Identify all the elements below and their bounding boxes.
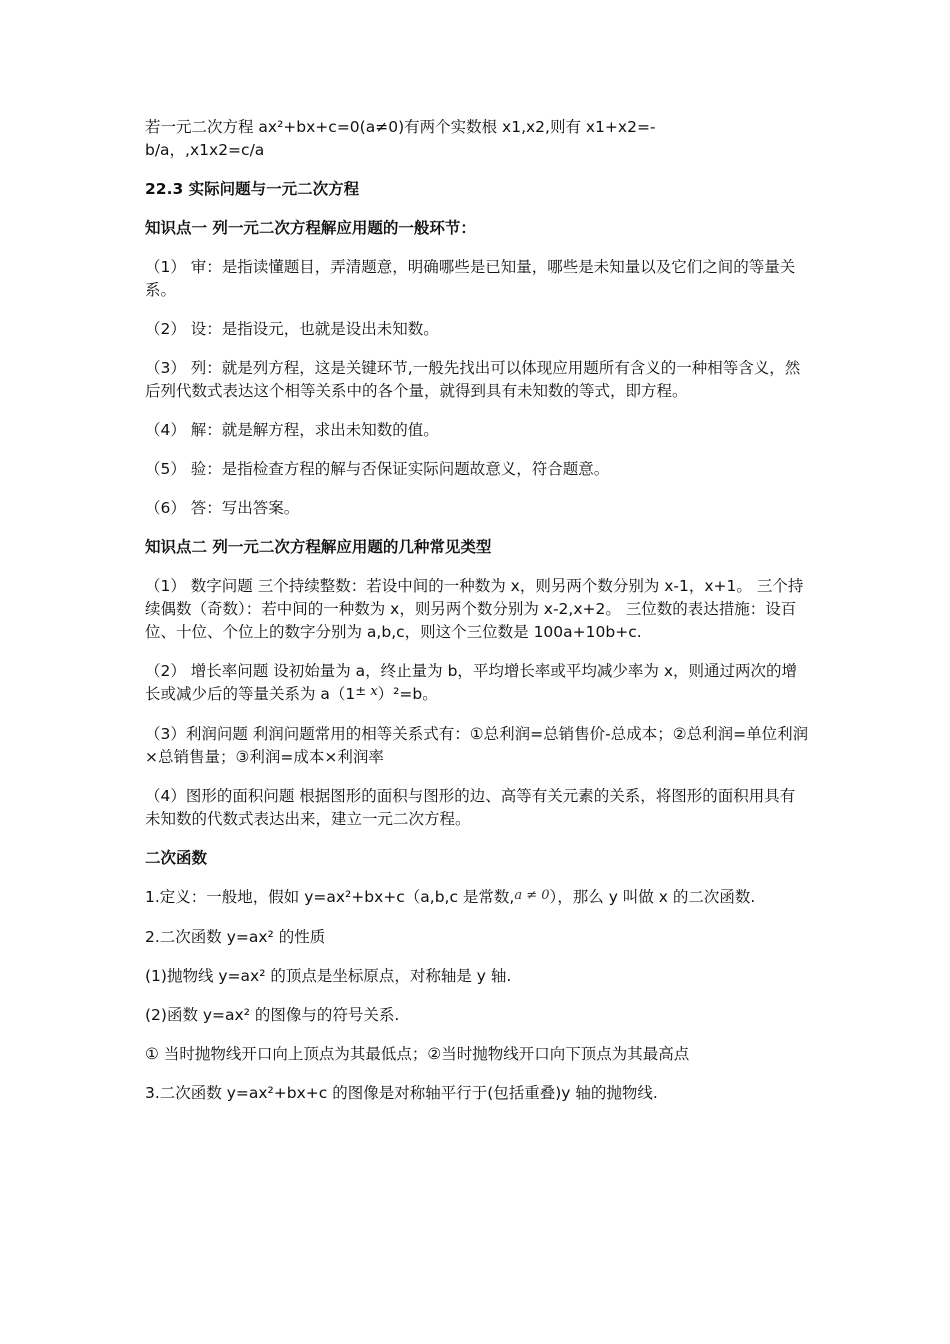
vieta-line-2: b/a，,x1x2=c/a: [145, 141, 265, 159]
vieta-paragraph: [145, 116, 810, 162]
step-answer: （6） 答：写出答案。: [145, 499, 300, 517]
item-3: 3.二次函数 y=ax²+bx+c 的图像是对称轴平行于(包括重叠)y 轴的抛物线.: [145, 1084, 658, 1102]
section-title: 22.3 实际问题与一元二次方程: [145, 180, 360, 198]
step-set: （2） 设：是指设元，也就是设出未知数。: [145, 320, 439, 338]
property-3: ① 当时抛物线开口向上顶点为其最低点；②当时抛物线开口向下顶点为其最高点: [145, 1045, 690, 1063]
type-profit: （3）利润问题 利润问题常用的相等关系式有：①总利润=总销售价-总成本；②总利润=单位利润×总销售量；③利润=成本×利润率: [145, 725, 809, 766]
plus-minus-x: ± x: [355, 684, 378, 699]
knowledge-point-2-title: 知识点二 列一元二次方程解应用题的几种常见类型: [145, 538, 492, 556]
property-title: 2.二次函数 y=ax² 的性质: [145, 928, 326, 946]
vieta-line-1: 若一元二次方程 ax²+bx+c=0(a≠0)有两个实数根 x1,x2,则有 x1+x2=-: [145, 118, 656, 136]
quadratic-definition: [145, 886, 810, 910]
step-review: （1） 审：是指读懂题目，弄清题意，明确哪些是已知量，哪些是未知量以及它们之间的等量关系。: [145, 258, 796, 299]
step-verify: （5） 验：是指检查方程的解与否保证实际问题故意义，符合题意。: [145, 460, 610, 478]
growth-rate-text: （2） 增长率问题 设初始量为 a，终止量为 b，平均增长率或平均减少率为 x，则通过两次的增长或减少后的等量关系为 a（1: [145, 662, 798, 703]
type-number-problem: （1） 数字问题 三个持续整数：若设中间的一种数为 x，则另两个数分别为 x-1，x+1。 三个持续偶数（奇数）：若中间的一种数为 x，则另两个数分别为 x-2,x+2。 三位数的表达措施：设百位、十位、个位上的数字分别为 a,b,c，则这个三位数是 100a+10b+c.: [145, 577, 804, 641]
property-2: (2)函数 y=ax² 的图像与的符号关系.: [145, 1006, 400, 1024]
knowledge-point-1-title: 知识点一 列一元二次方程解应用题的一般环节：: [145, 219, 476, 237]
step-list: （3） 列：就是列方程，这是关键环节,一般先找出可以体现应用题所有含义的一种相等含义，然后列代数式表达这个相等关系中的各个量，就得到具有未知数的等式，即方程。: [145, 359, 801, 400]
definition-tail: ），那么 y 叫做 x 的二次函数.: [549, 888, 756, 906]
growth-rate-tail: ）²=b。: [377, 685, 438, 703]
step-solve: （4） 解：就是解方程，求出未知数的值。: [145, 421, 439, 439]
definition-text: 1.定义：一般地，假如 y=ax²+bx+c（a,b,c 是常数,: [145, 888, 515, 906]
type-area: （4）图形的面积问题 根据图形的面积与图形的边、高等有关元素的关系，将图形的面积用具有未知数的代数式表达出来，建立一元二次方程。: [145, 787, 796, 828]
a-not-zero-formula: a ≠ 0: [514, 888, 550, 903]
quadratic-function-title: 二次函数: [145, 849, 208, 867]
type-growth-rate: [145, 660, 810, 707]
property-1: (1)抛物线 y=ax² 的顶点是坐标原点，对称轴是 y 轴.: [145, 967, 512, 985]
document-content: [145, 116, 810, 1121]
